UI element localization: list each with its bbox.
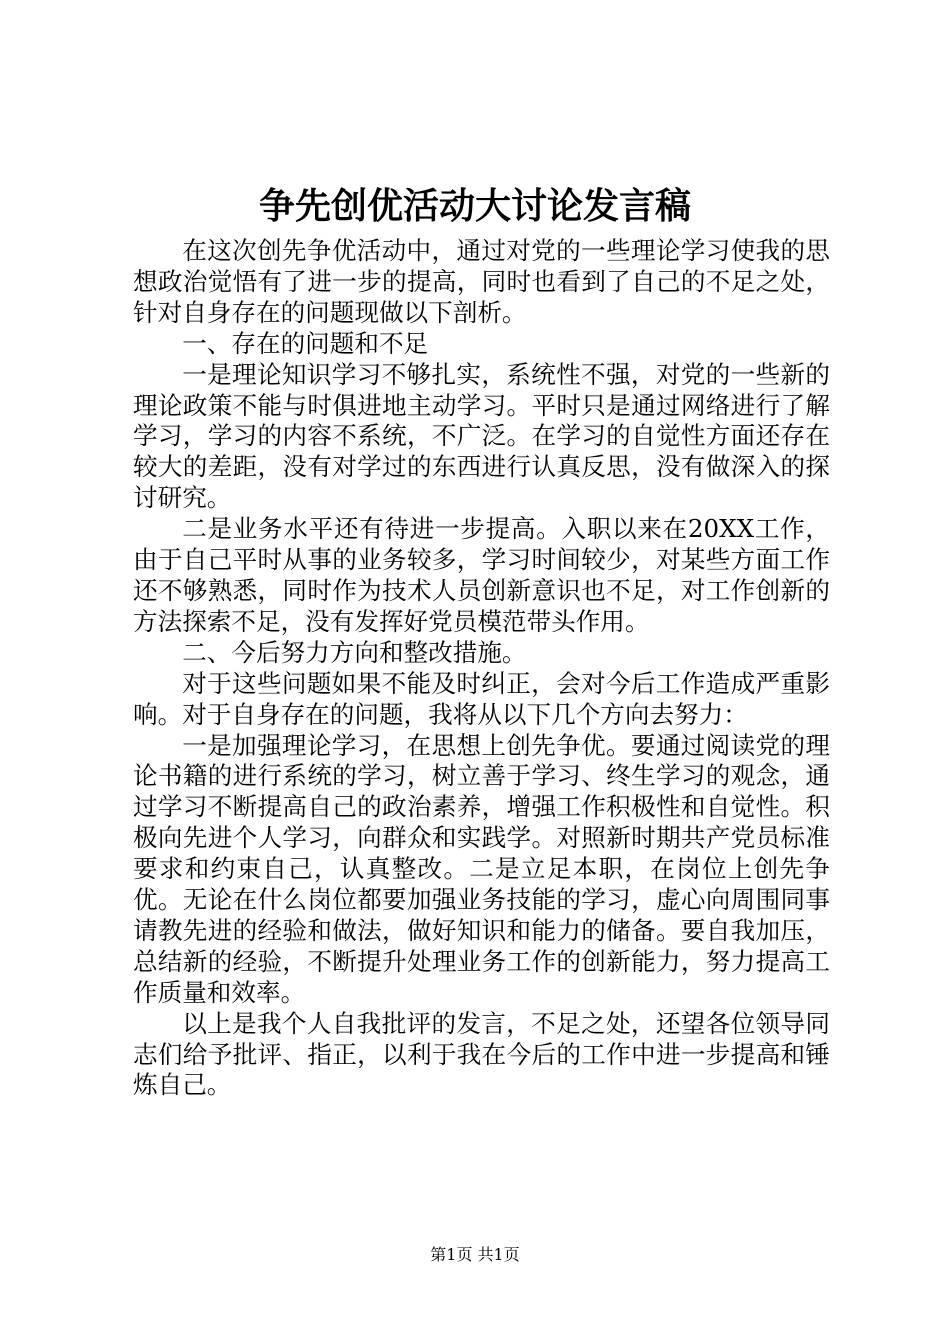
section-heading-problems: 一、存在的问题和不足	[182, 328, 429, 358]
section-heading-measures: 二、今后努力方向和整改措施。	[182, 637, 527, 667]
paragraph-measures-intro: 对于这些问题如果不能及时纠正，会对今后工作造成严重影响。对于自身存在的问题，我将从以下几个方向去努力：	[133, 668, 830, 729]
page-footer: 第1页 共1页	[430, 1245, 520, 1264]
paragraph-intro: 在这次创先争优活动中，通过对党的一些理论学习使我的思想政治觉悟有了进一步的提高，同时也看到了自己的不足之处，针对自身存在的问题现做以下剖析。	[133, 236, 830, 327]
document-title: 争先创优活动大讨论发言稿	[258, 185, 691, 227]
document-body	[133, 236, 830, 1101]
paragraph-conclusion: 以上是我个人自我批评的发言，不足之处，还望各位领导同志们给予批评、指正，以利于我在今后的工作中进一步提高和锤炼自己。	[133, 1008, 830, 1100]
paragraph-problem-business: 二是业务水平还有待进一步提高。入职以来在20XX工作，由于自己平时从事的业务较多，学习时间较少，对某些方面工作还不够熟悉，同时作为技术人员创新意识也不足，对工作创新的方法探索不足，没有发挥好党员模范带头作用。	[133, 514, 830, 636]
paragraph-measures-detail: 一是加强理论学习，在思想上创先争优。要通过阅读党的理论书籍的进行系统的学习，树立善于学习、终生学习的观念，通过学习不断提高自己的政治素养，增强工作积极性和自觉性。积极向先进个人学习，向群众和实践学。对照新时期共产党员标准要求和约束自己，认真整改。二是立足本职，在岗位上创先争优。无论在什么岗位都要加强业务技能的学习，虚心向周围同事请教先进的经验和做法，做好知识和能力的储备。要自我加压，总结新的经验，不断提升处理业务工作的创新能力，努力提高工作质量和效率。	[133, 730, 830, 1007]
paragraph-problem-theory: 一是理论知识学习不够扎实，系统性不强，对党的一些新的理论政策不能与时俱进地主动学习。平时只是通过网络进行了解学习，学习的内容不系统，不广泛。在学习的自觉性方面还存在较大的差距，没有对学过的东西进行认真反思，没有做深入的探讨研究。	[133, 359, 830, 513]
